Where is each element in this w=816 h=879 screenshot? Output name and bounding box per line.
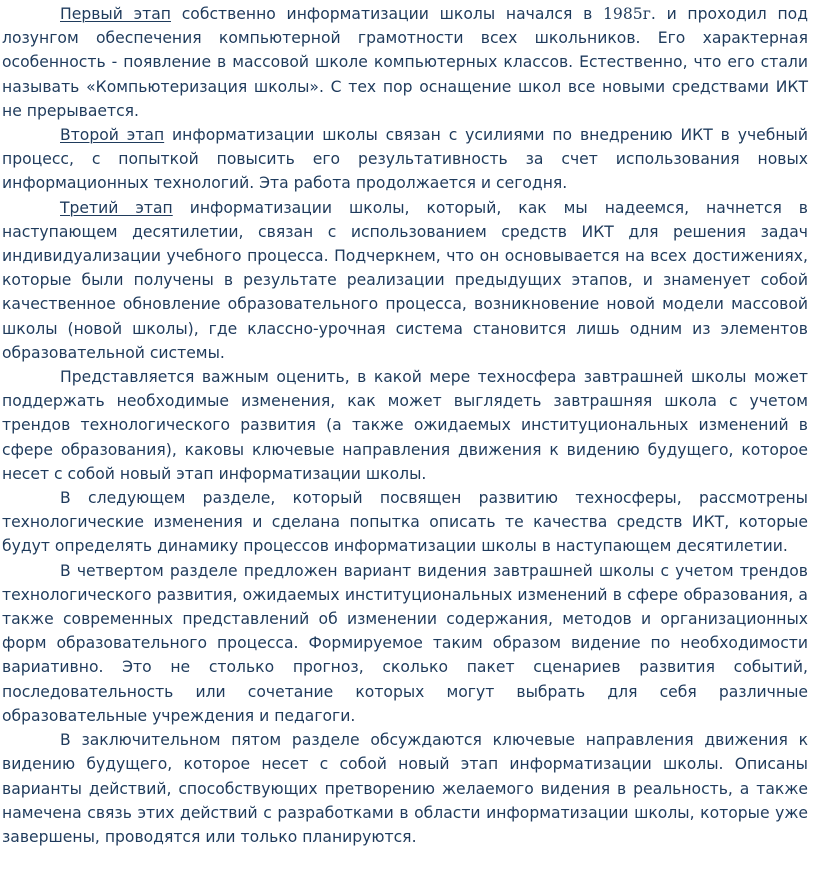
paragraph-text: В следующем разделе, который посвящен развитию техносферы, рассмотрены технологические изменения и сделана попытка описать те качества средств ИКТ, которые будут определять динамику процессов информатизации школы в наступающем десятилетии. [2, 489, 808, 556]
paragraph-2 [2, 123, 808, 196]
stage-heading: Первый этап [60, 5, 171, 23]
stage-heading: Третий этап [60, 198, 173, 217]
paragraph-7 [2, 728, 808, 849]
paragraph-1 [2, 2, 808, 123]
paragraph-text: В четвертом разделе предложен вариант видения завтрашней школы с учетом трендов технологического развития, ожидаемых институциональных изменений в сфере образования, а также современных представлений об изменении содержания, методов и организационных форм образовательного процесса. Формируемое таким образом видение по необходимости вариативно. Это не столько прогноз, сколько пакет сценариев развития событий, последовательность или сочетание которых могут выбрать для себя различные образовательные учреждения и педагоги. [2, 561, 808, 725]
paragraph-text: информатизации школы, который, как мы надеемся, начнется в наступающем десятилетии, связан с использованием средств ИКТ для решения задач индивидуализации учебного процесса. Подчеркнем, что он основывается на всех достижениях, которые были получены в результате реализации предыдущих этапов, и знаменует собой качественное обновление образовательного процесса, возникновение новой модели массовой школы (новой школы), где классно-урочная система становится лишь одним из элементов образовательной системы. [2, 198, 808, 362]
paragraph-text: информатизации школы связан с усилиями по внедрению ИКТ в учебный процесс, с попыткой повысить его результативность за счет использования новых информационных технологий. Эта работа продолжается и сегодня. [2, 126, 809, 193]
paragraph-text: собственно информатизации школы начался в [170, 5, 604, 23]
paragraph-4 [2, 365, 808, 486]
paragraph-6 [2, 559, 808, 728]
paragraph-text: Представляется важным оценить, в какой мере техносфера завтрашней школы может поддержать необходимые изменения, как может выглядеть завтрашняя школа с учетом трендов технологического развития (а также ожидаемых институциональных изменений в сфере образования), каковы ключевые направления движения к видению будущего, которое несет с собой новый этап информатизации школы. [2, 368, 808, 483]
paragraph-text: В заключительном пятом разделе обсуждаются ключевые направления движения к видению будущего, которое несет с собой новый этап информатизации школы. Описаны варианты действий, способствующих претворению желаемого видения в реальность, а также намечена связь этих действий с разработками в области информатизации школы, которые уже завершены, проводятся или только планируются. [2, 731, 808, 846]
stage-heading: Второй этап [60, 126, 165, 145]
year-text: 1985г. [603, 5, 656, 23]
document-body [2, 2, 808, 849]
paragraph-3 [2, 196, 808, 365]
paragraph-5 [2, 486, 808, 559]
paragraph-text: и проходил под лозунгом обеспечения компьютерной грамотности всех школьников. Его характерная особенность - появление в массовой школе компьютерных классов. Естественно, что его стали называть «Компьютеризация школы». С тех пор оснащение школ все новыми средствами ИКТ не прерывается. [2, 5, 808, 120]
